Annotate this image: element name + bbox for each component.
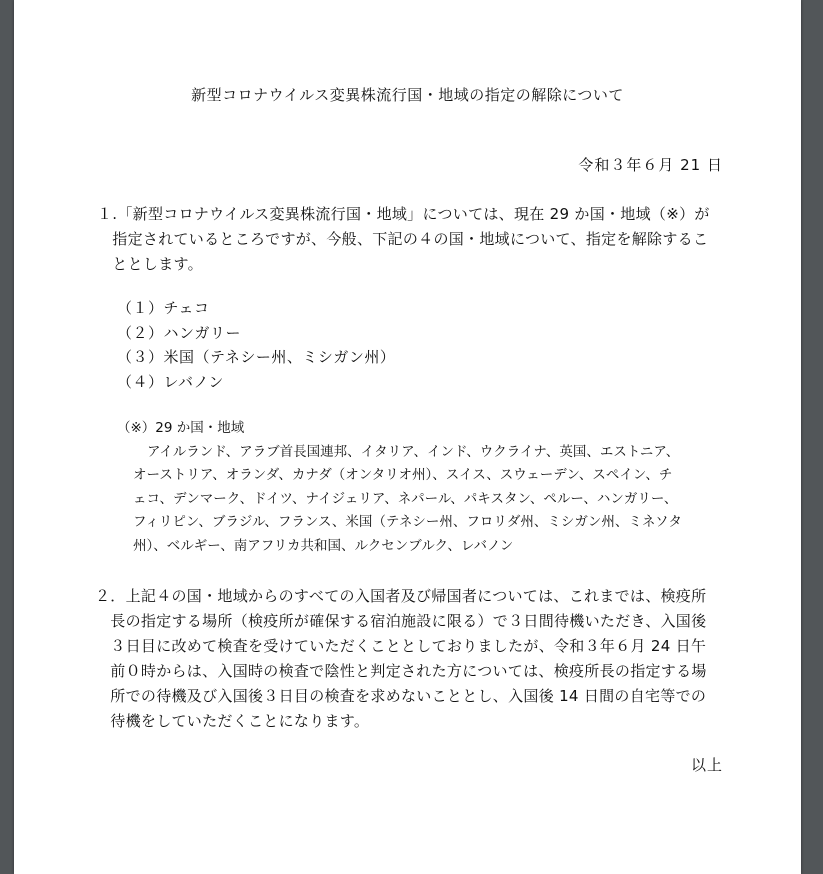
paragraph-2 [95, 584, 707, 734]
footnote-line: ェコ、デンマーク、ドイツ、ナイジェリア、ネパール、パキスタン、ペルー、ハンガリー、 [133, 490, 678, 507]
list-item: （２）ハンガリー [117, 323, 242, 342]
paragraph-1-line: 指定されているところですが、今般、下記の４の国・地域について、指定を解除するこ [97, 230, 709, 248]
footnote-line: フィリピン、ブラジル、フランス、米国（テネシー州、フロリダ州、ミシガン州、ミネソタ [133, 514, 682, 530]
footnote-line: アイルランド、アラブ首長国連邦、イタリア、インド、ウクライナ、英国、エストニア、 [147, 443, 680, 460]
paragraph-2-line: 前０時からは、入国時の検査で陰性と判定された方については、検疫所長の指定する場 [95, 662, 707, 680]
list-item: （１）チェコ [117, 299, 210, 317]
paragraph-2-line: 所での待機及び入国後３日目の検査を求めないこととし、入国後 14 日間の自宅等での [95, 687, 707, 705]
closing-mark: 以上 [690, 756, 723, 774]
footnote-line: 州）、ベルギー、南アフリカ共和国、ルクセンブルク、レバノン [133, 537, 514, 554]
footnote-heading: （※）29 か国・地域 [117, 420, 245, 436]
footnote-line: オーストリア、オランダ、カナダ（オンタリオ州）、スイス、スウェーデン、スペイン、チ [133, 467, 673, 483]
paragraph-1-line: １.「新型コロナウイルス変異株流行国・地域」については、現在 29 か国・地域（※）が [97, 205, 710, 223]
paragraph-2-line: 長の指定する場所（検疫所が確保する宿泊施設に限る）で３日間待機いただき、入国後 [95, 612, 707, 630]
list-item: （３）米国（テネシー州、ミシガン州） [117, 348, 396, 366]
paragraph-2-line: 待機をしていただくことになります。 [95, 712, 370, 730]
paragraph-1 [97, 202, 710, 277]
document-page [14, 0, 801, 874]
delisted-countries-list [117, 296, 395, 394]
scrollbar[interactable] [811, 0, 823, 874]
document-date: 令和３年６月 21 日 [578, 156, 723, 174]
footnote-countries [117, 417, 682, 558]
paragraph-1-line: ととします。 [97, 255, 203, 273]
paragraph-2-line: ３日目に改めて検査を受けていただくこととしておりましたが、令和３年６月 24 日午 [95, 637, 707, 655]
list-item: （４）レバノン [117, 372, 224, 391]
paragraph-2-line: ２．上記４の国・地域からのすべての入国者及び帰国者については、これまでは、検疫所 [95, 587, 707, 605]
document-title: 新型コロナウイルス変異株流行国・地域の指定の解除について [191, 86, 624, 104]
